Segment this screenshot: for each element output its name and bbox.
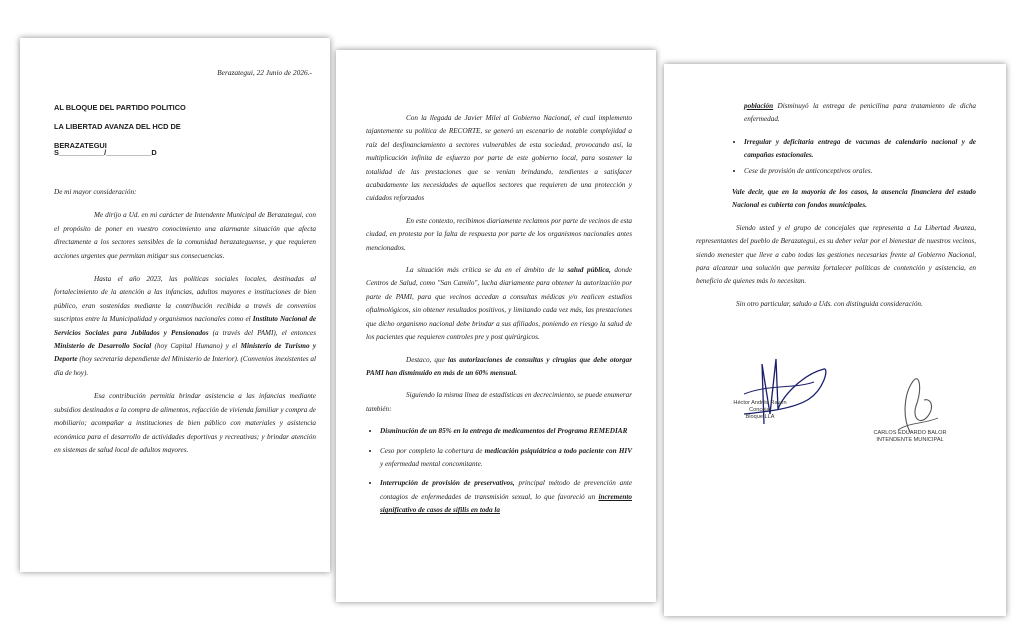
address-line: LA LIBERTAD AVANZA DEL HCD DE (54, 122, 181, 131)
letter-body (366, 112, 632, 524)
signer-role: Concejal (749, 407, 771, 413)
list-item: • Interrupción de provisión de preservativos, principal método de prevención ante contagios de enfermedades de transmisión sexual, lo que favoreció un incremento significativo de casos de sífilis en toda la (380, 477, 632, 517)
signer-name: CARLOS EDUARDO BALOR (873, 430, 947, 436)
list-item: • Cese de provisión de anticonceptivos orales. (744, 165, 976, 178)
paragraph: Me dirijo a Ud. en mi carácter de Intendente Municipal de Berazategui, con el propósito de poner en vuestro conocimiento una alarmante situación que afecta directamente a los sectores sensibles de la comunidad berazateguense, y que requieren acciones urgentes que permitan mitigar sus consecuencias. (54, 211, 316, 260)
list-item: • Disminución de un 85% en la entrega de medicamentos del Programa REMEDIAR (380, 425, 632, 438)
paragraph: Destaco, que las autorizaciones de consultas y cirugías que debe otorgar PAMI han disminuido en más de un 60% mensual. (366, 355, 633, 377)
recipient-address (54, 98, 284, 155)
signer-role: INTENDENTE MUNICIPAL (876, 437, 944, 443)
paragraph: población Disminuyó la entrega de penicilina para tratamiento de dicha enfermedad. (744, 102, 977, 124)
paragraph: Siguiendo la misma línea de estadísticas en decrecimiento, se puede enumerar también: (366, 391, 632, 413)
signature-block-balor (862, 430, 958, 444)
letter-page-2 (336, 50, 656, 602)
greeting: De mi mayor consideración: (54, 188, 137, 196)
list-item: • Ceso por completo la cobertura de medicación psiquiátrica a todo paciente con HIV y enfermedad mental concomitante. (380, 445, 632, 472)
signature-balor-icon (880, 372, 950, 436)
paragraph: Hasta el año 2023, las políticas sociales locales, destinadas al fortalecimiento de la atención a las infancias, adultos mayores e instituciones de bien público, eran sostenidas mediante la contribución recibida a través de convenios suscriptos entre la Municipalidad y organismos nacionales como el Instituto Nacional de Servicios Sociales para Jubilados y Pensionados (a través del PAMI), el entonces Ministerio de Desarrollo Social (hoy Capital Humano) y el Ministerio de Turismo y Deporte (hoy secretaría dependiente del Ministerio de Interior). (Convenios inexistentes al día de hoy). (54, 275, 317, 377)
paragraph: Esa contribución permitía brindar asistencia a las infancias mediante subsidios destinados a la compra de alimentos, refacción de vivienda familiar y compra de mobiliario; acompañar a instituciones de bien público con materiales y asistencia económica para el desarrollo de actividades deportivas y recreativas; y brindar atención en sistemas de salud local de adultos mayores. (54, 392, 316, 454)
highlight-paragraph: Vale decir, que en la mayoría de los casos, la ausencia financiera del estado Nacional es cubierta con fondos municipales. (732, 188, 976, 210)
address-line: AL BLOQUE DEL PARTIDO POLITICO (54, 103, 186, 112)
letter-date: Berazategui, 22 Junio de 2026.- (217, 68, 312, 77)
signature-block-raven (712, 400, 808, 421)
bullet-list (696, 136, 976, 178)
salutation-sd: S___________/___________D (54, 148, 157, 157)
paragraph: Siendo usted y el grupo de concejales que representa a La Libertad Avanza, representantes del pueblo de Berazategui, es su deber velar por el bienestar de nuestros vecinos, siendo menester que lleve a cabo todas las gestiones necesarias frente al Gobierno Nacional, para alcanzar una solución que permita fortalecer políticas de contención y asistencia, en beneficio de quienes más lo necesitan. (696, 223, 976, 286)
list-item: • Irregular y deficitaria entrega de vacunas de calendario nacional y de campañas estacionales. (744, 136, 976, 163)
signer-bloc: Bloque LLA (745, 414, 775, 420)
signature-raven-icon (724, 354, 834, 434)
address-line: BERAZATEGUI (54, 141, 107, 150)
letter-page-1 (20, 38, 330, 572)
closing: Sin otro particular, saludo a Uds. con distinguida consideración. (736, 299, 923, 308)
letter-body (696, 100, 976, 320)
bullet-list (366, 425, 632, 517)
paragraph: En este contexto, recibimos diariamente reclamos por parte de vecinos de esta ciudad, en protesta por la falta de respuesta por parte de los organismos nacionales antes mencionados. (366, 216, 632, 252)
paragraph: Con la llegada de Javier Milei al Gobierno Nacional, el cual implemento tajantemente su política de RECORTE, se generó un escenario de notable complejidad a raíz del desfinanciamiento a sectores vulnerables de esta sociedad, provocando así, la multiplicación infinita de esfuerzo por parte de este gobierno local, para sostener la totalidad de las prestaciones que se venían brindando, tendientes a satisfacer acabadamente las necesidades de aquellos sectores que requieren de una protección y cuidados reforzados (366, 114, 632, 203)
letter-page-3 (664, 64, 1006, 616)
signer-name: Héctor Andrés Raven (733, 400, 787, 406)
letter-body (54, 186, 316, 467)
paragraph: La situación más crítica se da en el ámbito de la salud pública, donde Centros de Salud, como "San Camilo", lucha diariamente para obtener la autorización por parte de PAMI, para que vecinos accedan a consultas médicas y/o realicen estudios oftalmológicos, sin obtener resultados positivos, y limitando cada vez más, las prestaciones que dicho organismo nacional debe brindar a sus afiliados, poniendo en riesgo la salud de los pacientes que requieren controles pre y post quirúrgicos. (366, 266, 632, 342)
